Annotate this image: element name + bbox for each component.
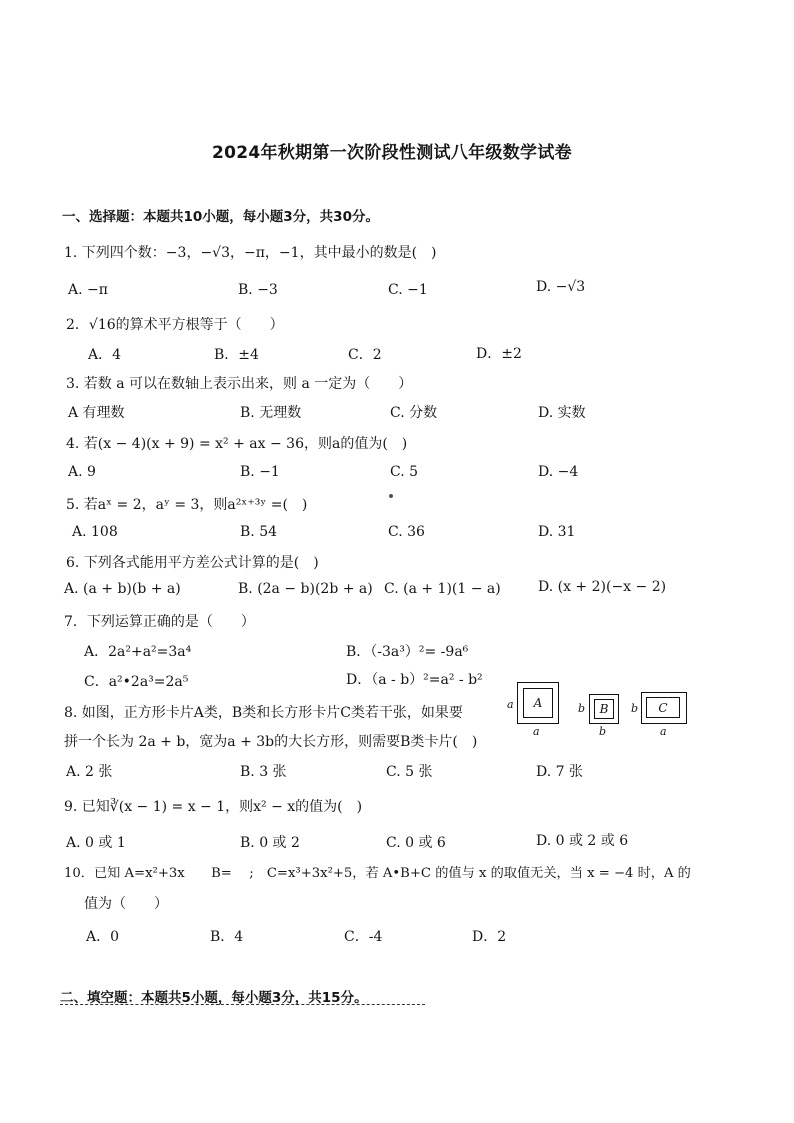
q9-option-b: B. 0 或 2	[240, 835, 300, 851]
q10-option-b: B．4	[210, 929, 244, 945]
card-c-bottom-label: a	[660, 725, 667, 738]
q6-option-c: C. (a + 1)(1 − a)	[384, 581, 501, 597]
q4-option-a: A. 9	[68, 464, 96, 480]
q9-option-a: A. 0 或 1	[66, 835, 126, 851]
q2-option-a: A．4	[88, 347, 122, 363]
q3-option-b: B. 无理数	[240, 405, 302, 421]
q5-option-c: C. 36	[388, 524, 425, 540]
q5-option-b: B. 54	[240, 524, 278, 540]
exam-title: 2024年秋期第一次阶段性测试八年级数学试卷	[212, 143, 572, 163]
question-4-stem: 4. 若(x − 4)(x + 9) = x² + ax − 36，则a的值为( )	[66, 436, 408, 452]
question-3-stem: 3. 若数 a 可以在数轴上表示出来，则 a 一定为（ ）	[66, 376, 413, 392]
q8-option-b: B. 3 张	[240, 764, 287, 780]
card-figure	[505, 682, 705, 740]
question-6-stem: 6. 下列各式能用平方差公式计算的是( )	[66, 555, 319, 571]
q2-option-d: D．±2	[476, 346, 522, 362]
question-5-stem: 5. 若aˣ = 2，aʸ = 3，则a²ˣ⁺³ʸ =( )	[66, 497, 308, 513]
q10-option-d: D．2	[472, 929, 507, 945]
q3-option-c: C. 分数	[390, 405, 438, 421]
q10-option-c: C．-4	[344, 929, 383, 945]
q7-option-b: B．（-3a³）²= -9a⁶	[346, 644, 469, 660]
card-c-side-label: b	[631, 702, 639, 715]
question-8-stem-line1: 8. 如图，正方形卡片A类，B类和长方形卡片C类若干张，如果要	[64, 705, 463, 721]
q4-option-d: D. −4	[538, 464, 579, 480]
question-8-stem-line2: 拼一个长为 2a + b，宽为a + 3b的大长方形，则需要B类卡片( )	[64, 734, 478, 750]
question-2-stem: 2．√16的算术平方根等于（ ）	[66, 317, 284, 333]
q2-option-c: C．2	[348, 347, 382, 363]
question-10-stem-line2: 值为（ ）	[84, 896, 168, 912]
q7-option-d: D．（a - b）²=a² - b²	[346, 672, 483, 688]
q8-option-a: A. 2 张	[66, 764, 113, 780]
q1-option-d: D. −√3	[536, 279, 586, 295]
question-1-stem: 1. 下列四个数：−3，−√3，−π，−1，其中最小的数是( )	[64, 245, 437, 261]
q6-option-b: B. (2a − b)(2b + a)	[238, 581, 373, 597]
q4-option-b: B. −1	[240, 464, 280, 480]
q4-option-c: C. 5	[390, 464, 419, 480]
q10-option-a: A．0	[86, 929, 120, 945]
q1-option-c: C. −1	[388, 282, 428, 298]
q3-option-d: D. 实数	[538, 405, 586, 421]
q1-option-a: A. −π	[68, 282, 108, 298]
q8-option-c: C. 5 张	[386, 764, 433, 780]
question-9-stem: 9. 已知∛(x − 1) = x − 1，则x² − x的值为( )	[64, 799, 363, 815]
card-a-bottom-label: a	[533, 725, 540, 738]
q7-option-c: C．a²•2a³=2a⁵	[84, 674, 189, 690]
q1-option-b: B. −3	[238, 282, 278, 298]
card-c-label: C	[646, 697, 680, 718]
q8-option-d: D. 7 张	[536, 764, 583, 780]
q6-option-a: A. (a + b)(b + a)	[64, 581, 181, 597]
section2-underline	[60, 1004, 425, 1005]
q2-option-b: B．±4	[214, 347, 259, 363]
card-b-bottom-label: b	[599, 725, 607, 738]
card-b-side-label: b	[578, 702, 586, 715]
q9-option-d: D. 0 或 2 或 6	[536, 833, 629, 849]
q5-option-d: D. 31	[538, 524, 576, 540]
card-b-label: B	[594, 699, 614, 719]
question-7-stem: 7．下列运算正确的是（ ）	[64, 614, 255, 630]
ink-dot	[389, 494, 393, 498]
q5-option-a: A. 108	[72, 524, 118, 540]
section2-heading: 二、填空题：本题共5小题，每小题3分，共15分。	[60, 990, 368, 1006]
q6-option-d: D. (x + 2)(−x − 2)	[538, 579, 667, 595]
q3-option-a: A 有理数	[68, 405, 125, 421]
section1-heading: 一、选择题：本题共10小题，每小题3分，共30分。	[62, 209, 379, 225]
card-a-label: A	[523, 688, 553, 718]
card-a-side-label: a	[507, 698, 514, 711]
question-10-stem-line1: 10．已知 A=x²+3x B= ; C=x³+3x²+5，若 A•B+C 的值与 x 的取值无关，当 x = −4 时，A 的	[64, 866, 691, 881]
q9-option-c: C. 0 或 6	[386, 835, 446, 851]
q7-option-a: A．2a²+a²=3a⁴	[84, 644, 192, 660]
